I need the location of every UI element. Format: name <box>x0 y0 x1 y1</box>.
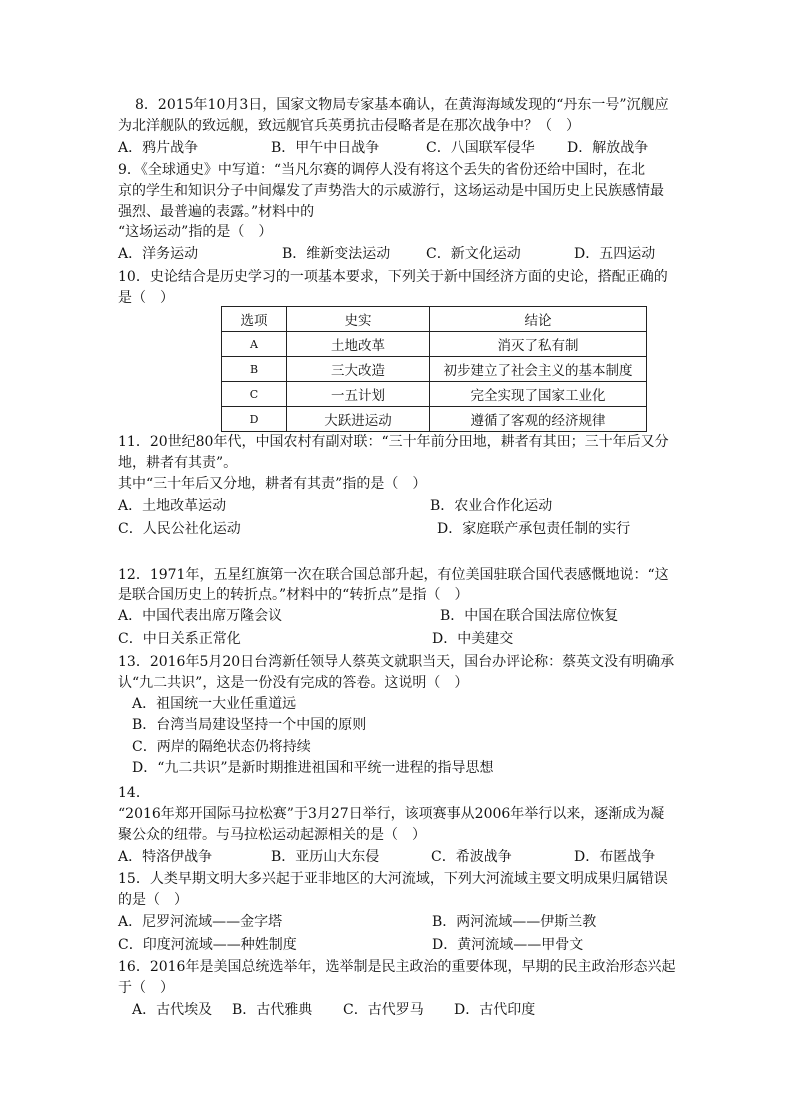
q11-stem-line1: 11．20世纪80年代，中国农村有副对联：“三十年前分田地，耕者有其田；三十年后又分 <box>118 434 669 450</box>
table-row <box>222 357 647 382</box>
table-header-cell: 史实 <box>287 307 430 332</box>
q12-option-a: A．中国代表出席万隆会议 <box>118 608 283 624</box>
q16-stem-line2: 于（ ） <box>118 980 174 996</box>
q11-option-a: A．土地改革运动 <box>118 498 227 514</box>
q13-option-d: D．“九二共识”是新时期推进祖国和平统一进程的指导思想 <box>132 760 494 776</box>
q15-option-d: D．黄河流域——甲骨文 <box>432 937 584 953</box>
q11-option-b: B．农业合作化运动 <box>430 498 553 514</box>
table-cell: 消灭了私有制 <box>430 332 647 357</box>
q9-stem-line4: “这场运动”指的是（ ） <box>118 224 273 240</box>
q12-stem-line1: 12．1971年，五星红旗第一次在联合国总部升起，有位美国驻联合国代表感慨地说：“这 <box>118 567 669 583</box>
table-header-cell: 选项 <box>222 307 287 332</box>
q10-stem-line2: 是（ ） <box>118 290 174 306</box>
q12-stem-line2: 是联合国历史上的转折点。”材料中的“转折点”是指（ ） <box>118 587 469 603</box>
q14-stem-line1: “2016年郑开国际马拉松赛”于3月27日举行，该项赛事从2006年举行以来，逐渐成为凝 <box>118 806 665 822</box>
q16-option-d: D．古代印度 <box>454 1002 536 1018</box>
q8-option-b: B．甲午中日战争 <box>271 140 380 156</box>
q10-table <box>221 306 647 432</box>
table-header-row <box>222 307 647 332</box>
table-cell: 一五计划 <box>287 382 430 407</box>
q13-stem-line1: 13．2016年5月20日台湾新任领导人蔡英文就职当天，国台办评论称：蔡英文没有明确承 <box>118 654 675 670</box>
table-row <box>222 382 647 407</box>
q8-stem-line2: 为北洋舰队的致远舰，致远舰官兵英勇抗击侵略者是在那次战争中？（ ） <box>118 118 580 134</box>
q15-stem-line2: 的是（ ） <box>118 892 188 908</box>
q13-option-a: A．祖国统一大业任重道远 <box>132 696 297 712</box>
q16-option-a: A．古代埃及 <box>132 1002 213 1018</box>
table-cell: 大跃进运动 <box>287 407 430 432</box>
q15-option-c: C．印度河流域——种姓制度 <box>118 937 297 953</box>
q16-option-c: C．古代罗马 <box>343 1002 424 1018</box>
q9-stem-line2: 京的学生和知识分子中间爆发了声势浩大的示威游行，这场运动是中国历史上民族感情最 <box>118 183 664 199</box>
q16-option-b: B．古代雅典 <box>232 1002 313 1018</box>
q8-stem-line1: 8．2015年10月3日，国家文物局专家基本确认，在黄海海域发现的“丹东一号”沉舰应 <box>135 97 669 113</box>
q15-option-a: A．尼罗河流域——金字塔 <box>118 914 283 930</box>
table-cell: C <box>222 382 287 407</box>
q11-option-c: C．人民公社化运动 <box>118 521 241 537</box>
table-cell: A <box>222 332 287 357</box>
q11-stem-line3: 其中“三十年后又分地，耕者有其责”指的是（ ） <box>118 476 427 492</box>
q12-option-b: B．中国在联合国法席位恢复 <box>440 608 619 624</box>
q14-number: 14． <box>118 785 150 801</box>
q8-option-a: A．鸦片战争 <box>118 140 199 156</box>
q14-option-c: C．希波战争 <box>431 849 512 865</box>
q13-option-c: C．两岸的隔绝状态仍将持续 <box>132 739 311 755</box>
table-cell: 初步建立了社会主义的基本制度 <box>430 357 647 382</box>
q9-option-a: A．洋务运动 <box>118 246 199 262</box>
q14-stem-line2: 聚公众的纽带。与马拉松运动起源相关的是（ ） <box>118 827 426 843</box>
q9-stem-line1: 9．《全球通史》中写道：“当凡尔赛的调停人没有将这个丢失的省份还给中国时，在北 <box>118 162 646 178</box>
q8-option-c: C．八国联军侵华 <box>426 140 535 156</box>
table-cell: 遵循了客观的经济规律 <box>430 407 647 432</box>
q15-option-b: B．两河流域——伊斯兰教 <box>432 914 597 930</box>
q10-stem-line1: 10．史论结合是历史学习的一项基本要求，下列关于新中国经济方面的史论，搭配正确的 <box>118 269 668 285</box>
q9-stem-line3: 强烈、最普遍的表露。”材料中的 <box>118 204 315 220</box>
q15-stem-line1: 15．人类早期文明大多兴起于亚非地区的大河流域，下列大河流域主要文明成果归属错误 <box>118 871 668 887</box>
table-cell: 完全实现了国家工业化 <box>430 382 647 407</box>
table-cell: 土地改革 <box>287 332 430 357</box>
q13-option-b: B．台湾当局建设坚持一个中国的原则 <box>132 717 367 733</box>
table-row <box>222 407 647 432</box>
q14-option-a: A．特洛伊战争 <box>118 849 213 865</box>
q14-option-b: B．亚历山大东侵 <box>271 849 380 865</box>
table-cell: B <box>222 357 287 382</box>
table-cell: D <box>222 407 287 432</box>
table-header-cell: 结论 <box>430 307 647 332</box>
q9-option-b: B．维新变法运动 <box>282 246 391 262</box>
q9-option-c: C．新文化运动 <box>426 246 521 262</box>
table-cell: 三大改造 <box>287 357 430 382</box>
q12-option-c: C．中日关系正常化 <box>118 631 241 647</box>
q12-option-d: D．中美建交 <box>432 631 514 647</box>
q13-stem-line2: 认“九二共识”，这是一份没有完成的答卷。这说明（ ） <box>118 675 469 691</box>
q14-option-d: D．布匿战争 <box>574 849 656 865</box>
q11-option-d: D．家庭联产承包责任制的实行 <box>437 521 631 537</box>
q8-option-d: D．解放战争 <box>567 140 649 156</box>
table-row <box>222 332 647 357</box>
q16-stem-line1: 16．2016年是美国总统选举年，选举制是民主政治的重要体现，早期的民主政治形态兴起 <box>118 959 676 975</box>
q9-option-d: D．五四运动 <box>574 246 656 262</box>
q11-stem-line2: 地，耕者有其责”。 <box>118 455 238 471</box>
